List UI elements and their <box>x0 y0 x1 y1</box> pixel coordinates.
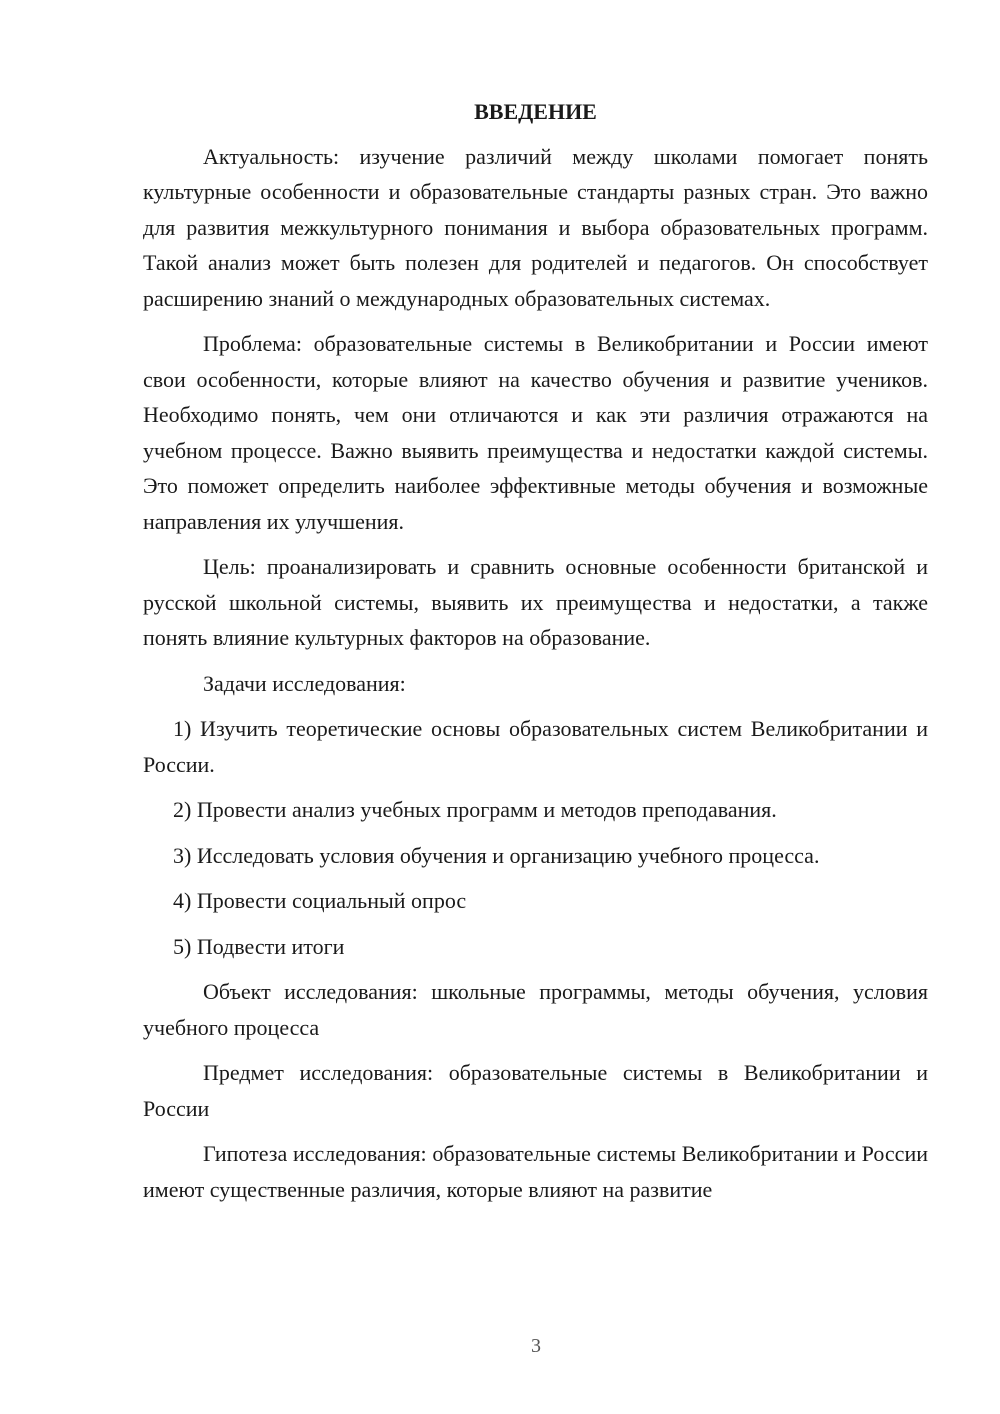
task-item: 2) Провести анализ учебных программ и методов преподавания. <box>173 797 777 822</box>
paragraph-problem: Проблема: образовательные системы в Великобритании и России имеют свои особенности, которые влияют на качество обучения и развитие учеников. Необходимо понять, чем они отличаются и как эти различия отражаются на учебном процессе. Важно выявить преимущества и недостатки каждой системы. Это поможет определить наиболее эффективные методы обучения и возможные направления их улучшения. <box>143 331 928 534</box>
page-number: 3 <box>531 1335 541 1357</box>
paragraph-goal: Цель: проанализировать и сравнить основные особенности британской и русской школьной системы, выявить их преимущества и недостатки, а также понять влияние культурных факторов на образование. <box>143 554 928 650</box>
paragraph-relevance: Актуальность: изучение различий между школами помогает понять культурные особенности и образовательные стандарты разных стран. Это важно для развития межкультурного понимания и выбора образовательных программ. Такой анализ может быть полезен для родителей и педагогов. Он способствует расширению знаний о международных образовательных системах. <box>143 143 928 311</box>
section-title: ВВЕДЕНИЕ <box>474 99 597 124</box>
paragraph-hypothesis: Гипотеза исследования: образовательные системы Великобритании и России имеют существенные различия, которые влияют на развитие <box>143 1141 928 1202</box>
task-item: 3) Исследовать условия обучения и организацию учебного процесса. <box>173 842 820 868</box>
tasks-heading: Задачи исследования: <box>203 670 406 696</box>
task-item: 4) Провести социальный опрос <box>173 888 467 913</box>
task-item: 5) Подвести итоги <box>173 933 345 959</box>
paragraph-object: Объект исследования: школьные программы, методы обучения, условия учебного процесса <box>143 979 928 1040</box>
task-item: 1) Изучить теоретические основы образовательных систем Великобритании и России. <box>143 716 928 777</box>
paragraph-subject: Предмет исследования: образовательные системы в Великобритании и России <box>143 1060 928 1121</box>
page-content <box>143 94 928 1217</box>
